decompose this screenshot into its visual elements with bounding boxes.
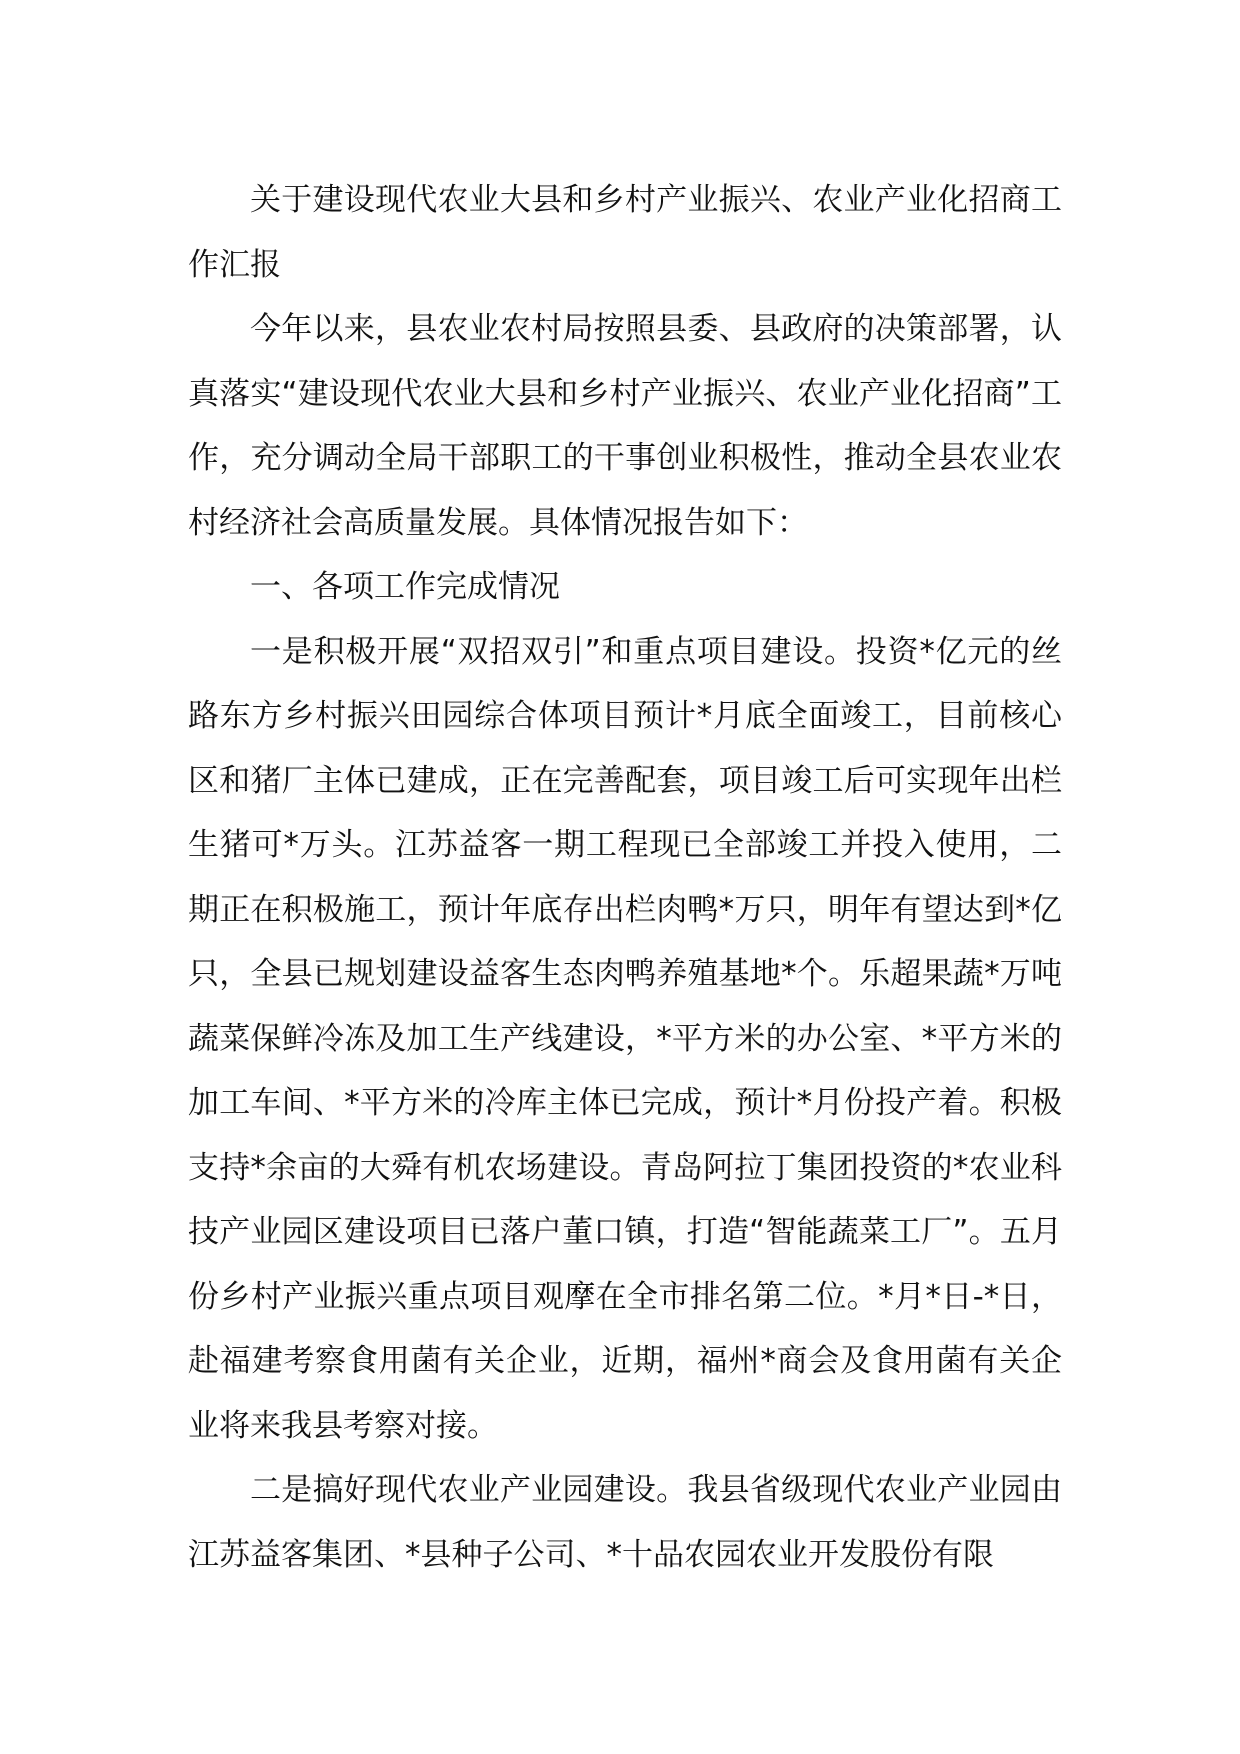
document-body	[188, 168, 1062, 1587]
paragraph-investment-projects: 一是积极开展“双招双引”和重点项目建设。投资*亿元的丝路东方乡村振兴田园综合体项目预计*月底全面竣工，目前核心区和猪厂主体已建成，正在完善配套，项目竣工后可实现年出栏生猪可*万头。江苏益客一期工程现已全部竣工并投入使用，二期正在积极施工，预计年底存出栏肉鸭*万只，明年有望达到*亿只，全县已规划建设益客生态肉鸭养殖基地*个。乐超果蔬*万吨蔬菜保鲜冷冻及加工生产线建设，*平方米的办公室、*平方米的加工车间、*平方米的冷库主体已完成，预计*月份投产着。积极支持*余亩的大舜有机农场建设。青岛阿拉丁集团投资的*农业科技产业园区建设项目已落户董口镇，打造“智能蔬菜工厂”。五月份乡村产业振兴重点项目观摩在全市排名第二位。*月*日-*日，赴福建考察食用菌有关企业，近期，福州*商会及食用菌有关企业将来我县考察对接。	[188, 633, 1062, 1444]
section-heading: 一、各项工作完成情况	[250, 569, 560, 605]
document-title: 关于建设现代农业大县和乡村产业振兴、农业产业化招商工作汇报	[188, 182, 1062, 283]
paragraph-industrial-park: 二是搞好现代农业产业园建设。我县省级现代农业产业园由江苏益客集团、*县种子公司、*十品农园农业开发股份有限	[188, 1472, 1062, 1573]
paragraph-intro: 今年以来，县农业农村局按照县委、县政府的决策部署，认真落实“建设现代农业大县和乡村产业振兴、农业产业化招商”工作，充分调动全局干部职工的干事创业积极性，推动全县农业农村经济社会高质量发展。具体情况报告如下：	[188, 311, 1062, 541]
